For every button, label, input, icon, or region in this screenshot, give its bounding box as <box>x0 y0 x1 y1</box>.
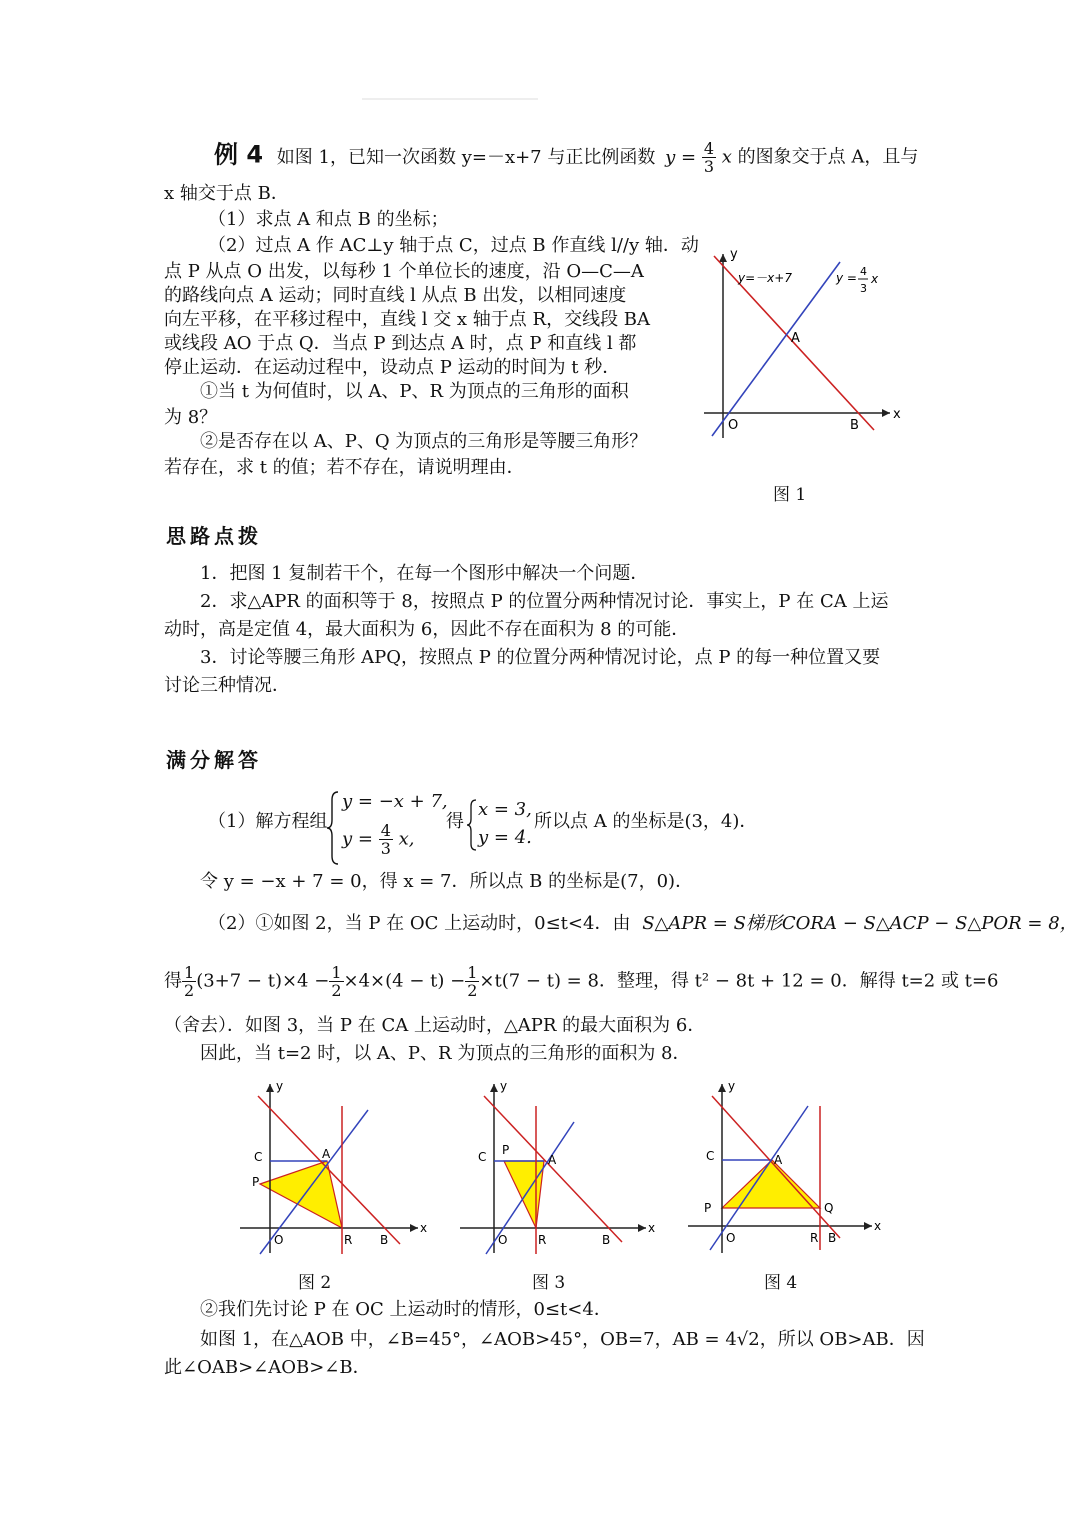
top-divider <box>362 98 538 100</box>
example-statement-b: 的图象交于点 A，且与 <box>737 146 919 168</box>
fraction-num: 1 <box>184 963 195 982</box>
x-axis-arrow-icon <box>864 1222 872 1230</box>
eq-term3: ×t(7 − t) = 8．整理，得 t² − 8t + 12 = 0．解得 t=2 或 t=6 <box>479 970 999 992</box>
point-b-label: B <box>602 1233 611 1247</box>
y-axis-label: y <box>276 1079 284 1093</box>
fraction-den: 3 <box>380 839 391 858</box>
line2-num: 4 <box>860 265 867 278</box>
y-axis-label: y <box>500 1079 508 1093</box>
fraction-den: 3 <box>703 157 714 176</box>
hint-item: 1．把图 1 复制若干个，在每一个图形中解决一个问题． <box>200 563 649 584</box>
sub-question-2: ②是否存在以 A、P、Q 为顶点的三角形是等腰三角形？ <box>200 431 648 452</box>
figure-2-caption: 图 2 <box>298 1273 332 1293</box>
system-eq2-rhs: x, <box>398 828 415 850</box>
triangle-apq <box>722 1160 820 1208</box>
x-axis-arrow-icon <box>410 1224 418 1232</box>
point-r-label: R <box>344 1233 353 1247</box>
system-prefix: （1）解方程组 <box>208 811 328 832</box>
solution-title: 满分解答 <box>166 748 262 772</box>
left-brace-icon <box>466 798 478 852</box>
fraction-den: 2 <box>331 981 342 1000</box>
point-r-label: R <box>810 1231 819 1245</box>
angle-analysis-cont: 此∠OAB>∠AOB>∠B． <box>164 1357 371 1378</box>
sub-question-1: ①当 t 为何值时，以 A、P、R 为顶点的三角形的面积 <box>200 381 629 402</box>
x-axis-arrow-icon <box>638 1224 646 1232</box>
half-fraction <box>329 964 343 999</box>
point-b-derivation: 令 y = −x + 7 = 0，得 x = 7．所以点 B 的坐标是(7，0)． <box>200 871 694 892</box>
figure-1-caption: 图 1 <box>773 485 807 505</box>
point-c-label: C <box>478 1150 487 1164</box>
part2-text: （2）①如图 2，当 P 在 OC 上运动时，0≤t<4．由 <box>208 913 631 934</box>
figure-4 <box>686 1078 886 1258</box>
question-2-line: （2）过点 A 作 AC⊥y 轴于点 C，过点 B 作直线 l//y 轴．动 <box>208 235 699 256</box>
point-c-label: C <box>254 1150 263 1164</box>
figure-1 <box>690 248 910 448</box>
question-2-line: 停止运动．在运动过程中，设动点 P 运动的时间为 t 秒． <box>164 357 621 378</box>
question-1: （1）求点 A 和点 B 的坐标； <box>208 209 449 230</box>
y-axis-arrow-icon <box>266 1084 274 1092</box>
question-2-line: 的路线向点 A 运动；同时直线 l 从点 B 出发，以相同速度 <box>164 285 627 306</box>
example-x-var: x <box>721 146 732 168</box>
y-axis-label: y <box>728 1079 736 1093</box>
example-statement-line1 <box>214 140 918 175</box>
fraction-num: 4 <box>703 139 714 158</box>
point-p-label: P <box>704 1201 712 1215</box>
y-axis-arrow-icon <box>719 254 727 262</box>
point-o-label: O <box>728 418 739 433</box>
half-fraction <box>182 964 196 999</box>
question-2-line: 点 P 从点 O 出发，以每秒 1 个单位长的速度，沿 O—C—A <box>164 261 644 282</box>
point-o-label: O <box>274 1233 284 1247</box>
figure-3 <box>456 1078 656 1258</box>
line-proportional <box>710 1106 808 1250</box>
figure-3-caption: 图 3 <box>532 1273 566 1293</box>
line2-den: 3 <box>860 282 867 295</box>
sub-question-2-cont: 若存在，求 t 的值；若不存在，请说明理由． <box>164 457 525 478</box>
eq-term1: (3+7 − t)×4 − <box>196 970 330 992</box>
example-statement-line2: x 轴交于点 B． <box>164 183 289 204</box>
point-r-label: R <box>538 1233 547 1247</box>
x-axis-label: x <box>874 1219 882 1233</box>
y-axis-label: y <box>730 248 738 262</box>
fraction-den: 2 <box>467 981 478 1000</box>
fraction-num: 1 <box>467 963 478 982</box>
eq-term2: ×4×(4 − t) − <box>343 970 466 992</box>
point-q-label: Q <box>824 1201 834 1215</box>
line1-label: y=－x+7 <box>738 271 792 285</box>
point-b-label: B <box>850 418 859 433</box>
point-a-label: A <box>791 331 800 346</box>
fraction-num: 4 <box>380 821 391 840</box>
part2-statement <box>208 912 1078 936</box>
line-proportional <box>712 262 840 436</box>
y-axis-arrow-icon <box>718 1084 726 1092</box>
question-2-line: 或线段 AO 于点 Q．当点 P 到达点 A 时，点 P 和直线 l 都 <box>164 333 637 354</box>
angle-analysis: 如图 1，在△AOB 中，∠B=45°，∠AOB>45°，OB=7，AB = 4√2，所以 OB>AB．因 <box>200 1329 925 1350</box>
system-eq1: y = −x + 7, <box>342 791 448 812</box>
point-p-label: P <box>252 1175 260 1189</box>
example-fraction <box>702 140 716 175</box>
line-decreasing <box>712 1096 840 1238</box>
solution-y: y = 4. <box>478 827 532 848</box>
x-axis-label: x <box>648 1221 656 1235</box>
x-axis-label: x <box>893 407 901 422</box>
hint-item: 讨论三种情况． <box>164 675 290 696</box>
point-a-label: A <box>548 1153 557 1167</box>
eq-get: 得 <box>164 970 182 992</box>
fraction-den: 2 <box>184 981 195 1000</box>
x-axis-arrow-icon <box>882 409 890 417</box>
area-equation-cont: （舍去）．如图 3，当 P 在 CA 上运动时，△APR 的最大面积为 6． <box>164 1015 706 1036</box>
point-a-label: A <box>774 1153 783 1167</box>
line2-label-y: y = <box>836 271 857 285</box>
system-result: 所以点 A 的坐标是(3，4)． <box>534 811 758 832</box>
half-fraction <box>465 964 479 999</box>
example-statement-a: 如图 1，已知一次函数 y=－x+7 与正比例函数 <box>276 146 656 168</box>
point-o-label: O <box>726 1231 736 1245</box>
question-2-line: 向左平移，在平移过程中，直线 l 交 x 轴于点 R，交线段 BA <box>164 309 651 330</box>
system-eq2-lhs: y = <box>342 828 373 850</box>
solution-x: x = 3, <box>478 799 532 820</box>
point-o-label: O <box>498 1233 508 1247</box>
point-c-label: C <box>706 1149 715 1163</box>
hint-item: 动时，高是定值 4，最大面积为 6，因此不存在面积为 8 的可能． <box>164 619 690 640</box>
hints-title: 思路点拨 <box>166 524 262 548</box>
figure-4-caption: 图 4 <box>764 1273 798 1293</box>
point-b-label: B <box>828 1231 837 1245</box>
system-get: 得 <box>446 811 464 832</box>
system-eq2 <box>342 822 415 857</box>
point-b-label: B <box>380 1233 389 1247</box>
line2-x: x <box>871 272 879 286</box>
x-axis-label: x <box>420 1221 428 1235</box>
fraction-num: 1 <box>331 963 342 982</box>
left-brace-icon <box>326 790 340 866</box>
example-label: 例 4 <box>214 140 264 169</box>
hint-item: 3．讨论等腰三角形 APQ，按照点 P 的位置分两种情况讨论，点 P 的每一种位置又要 <box>200 647 881 668</box>
sub-question-1-cont: 为 8？ <box>164 407 218 428</box>
point-p-label: P <box>502 1143 510 1157</box>
part2b-statement: ②我们先讨论 P 在 OC 上运动时的情形，0≤t<4． <box>200 1299 612 1320</box>
area-equation <box>164 964 998 999</box>
y-axis-arrow-icon <box>490 1084 498 1092</box>
system-eq2-fraction <box>379 822 393 857</box>
hint-item: 2．求△APR 的面积等于 8，按照点 P 的位置分两种情况讨论．事实上，P 在 CA 上运 <box>200 591 889 612</box>
line-decreasing <box>258 1096 400 1244</box>
area-formula: S△APR = S梯形CORA − S△ACP − S△POR = 8， <box>642 913 1078 934</box>
point-a-label: A <box>322 1147 331 1161</box>
figure-2 <box>232 1078 432 1258</box>
conclusion: 因此，当 t=2 时，以 A、P、R 为顶点的三角形的面积为 8． <box>200 1043 691 1064</box>
line-decreasing <box>484 1096 622 1242</box>
example-y-eq: y = <box>665 146 697 168</box>
